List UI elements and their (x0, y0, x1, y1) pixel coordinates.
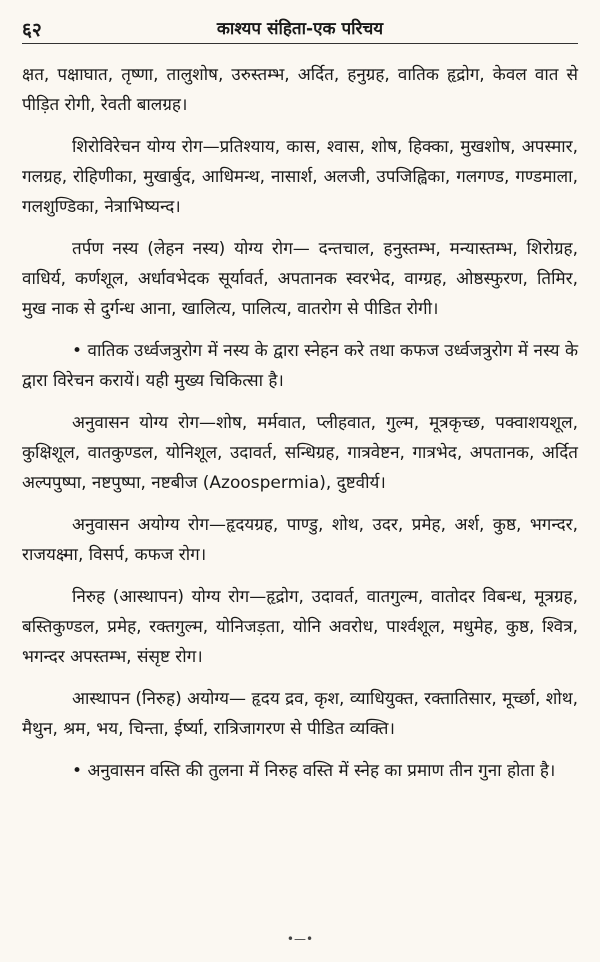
paragraph-vasti-note: • अनुवासन वस्ति की तुलना में निरुह वस्ति में स्नेह का प्रमाण तीन गुना होता है। (22, 756, 578, 786)
paragraph-shirovirechan: शिरोविरेचन योग्य रोग—प्रतिश्याय, कास, श्वास, शोष, हिक्का, मुखशोष, अपस्मार, गलग्रह, रोहिणीका, मुखार्बुद, आधिमन्थ, नासार्श, अलजी, उपजिह्विका, गलगण्ड, गण्डमाला, गलशुण्डिका, नेत्राभिष्यन्द। (22, 137, 578, 217)
paragraph-niruh-yogya: निरुह (आस्थापन) योग्य रोग—हृद्रोग, उदावर्त, वातगुल्म, वातोदर विबन्ध, मूत्रग्रह, बस्तिकुण्डल, प्रमेह, रक्तगुल्म, योनिजड़ता, योनि अवरोध, पार्श्वशूल, मधुमेह, कुष्ठ, श्वित्र, भगन्दर अपस्तम्भ, संसृष्ट रोग। (22, 587, 578, 667)
header-rule (22, 43, 578, 44)
footer-ornament: •—• (286, 932, 314, 946)
page-body (22, 60, 578, 798)
paragraph-ailments: क्षत, पक्षाघात, तृष्णा, तालुशोष, उरुस्तम्भ, अर्दित, हनुग्रह, वातिक हृद्रोग, केवल वात से पीड़ित रोगी, रेवती बालग्रह। (22, 65, 578, 115)
paragraph-asthapan-ayogya: आस्थापन (निरुह) अयोग्य— हृदय द्रव, कृश, व्याधियुक्त, रक्तातिसार, मूर्च्छा, शोथ, मैथुन, श्रम, भय, चिन्ता, ईर्ष्या, रात्रिजागरण से पीडित व्यक्ति। (22, 689, 578, 739)
page-number: ६२ (22, 19, 42, 41)
paragraph-anuvasan-yogya: अनुवासन योग्य रोग—शोष, मर्मवात, प्लीहवात, गुल्म, मूत्रकृच्छ, पक्वाशयशूल, कुक्षिशूल, वातकुण्डल, योनिशूल, उदावर्त, सन्धिग्रह, गात्रवेष्टन, गात्रभेद, अपतानक, अर्दित अल्पपुष्पा, नष्टपुष्पा, नष्टबीज (Azoospermia), दुष्टवीर्य। (22, 413, 578, 493)
paragraph-anuvasan-ayogya: अनुवासन अयोग्य रोग—हृदयग्रह, पाण्डु, शोथ, उदर, प्रमेह, अर्श, कुष्ठ, भगन्दर, राजयक्ष्मा, विसर्प, कफज रोग। (22, 515, 578, 565)
paragraph-tarpan-nasya: तर्पण नस्य (लेहन नस्य) योग्य रोग— दन्तचाल, हनुस्तम्भ, मन्यास्तम्भ, शिरोग्रह, वाधिर्य, कर्णशूल, अर्धावभेदक सूर्यावर्त, अपतानक स्वरभेद, वाग्ग्रह, ओष्ठस्फुरण, तिमिर, मुख नाक से दुर्गन्ध आना, खालित्य, पालित्य, वातरोग से पीडित रोगी। (22, 239, 578, 319)
page-header (22, 12, 578, 44)
paragraph-nasya-note: • वातिक उर्ध्वजत्रुरोग में नस्य के द्वारा स्नेहन करे तथा कफज उर्ध्वजत्रुरोग में नस्य के द्वारा विरेचन करायें। यही मुख्य चिकित्सा है। (22, 336, 578, 396)
running-title: काश्यप संहिता-एक परिचय (216, 19, 384, 39)
